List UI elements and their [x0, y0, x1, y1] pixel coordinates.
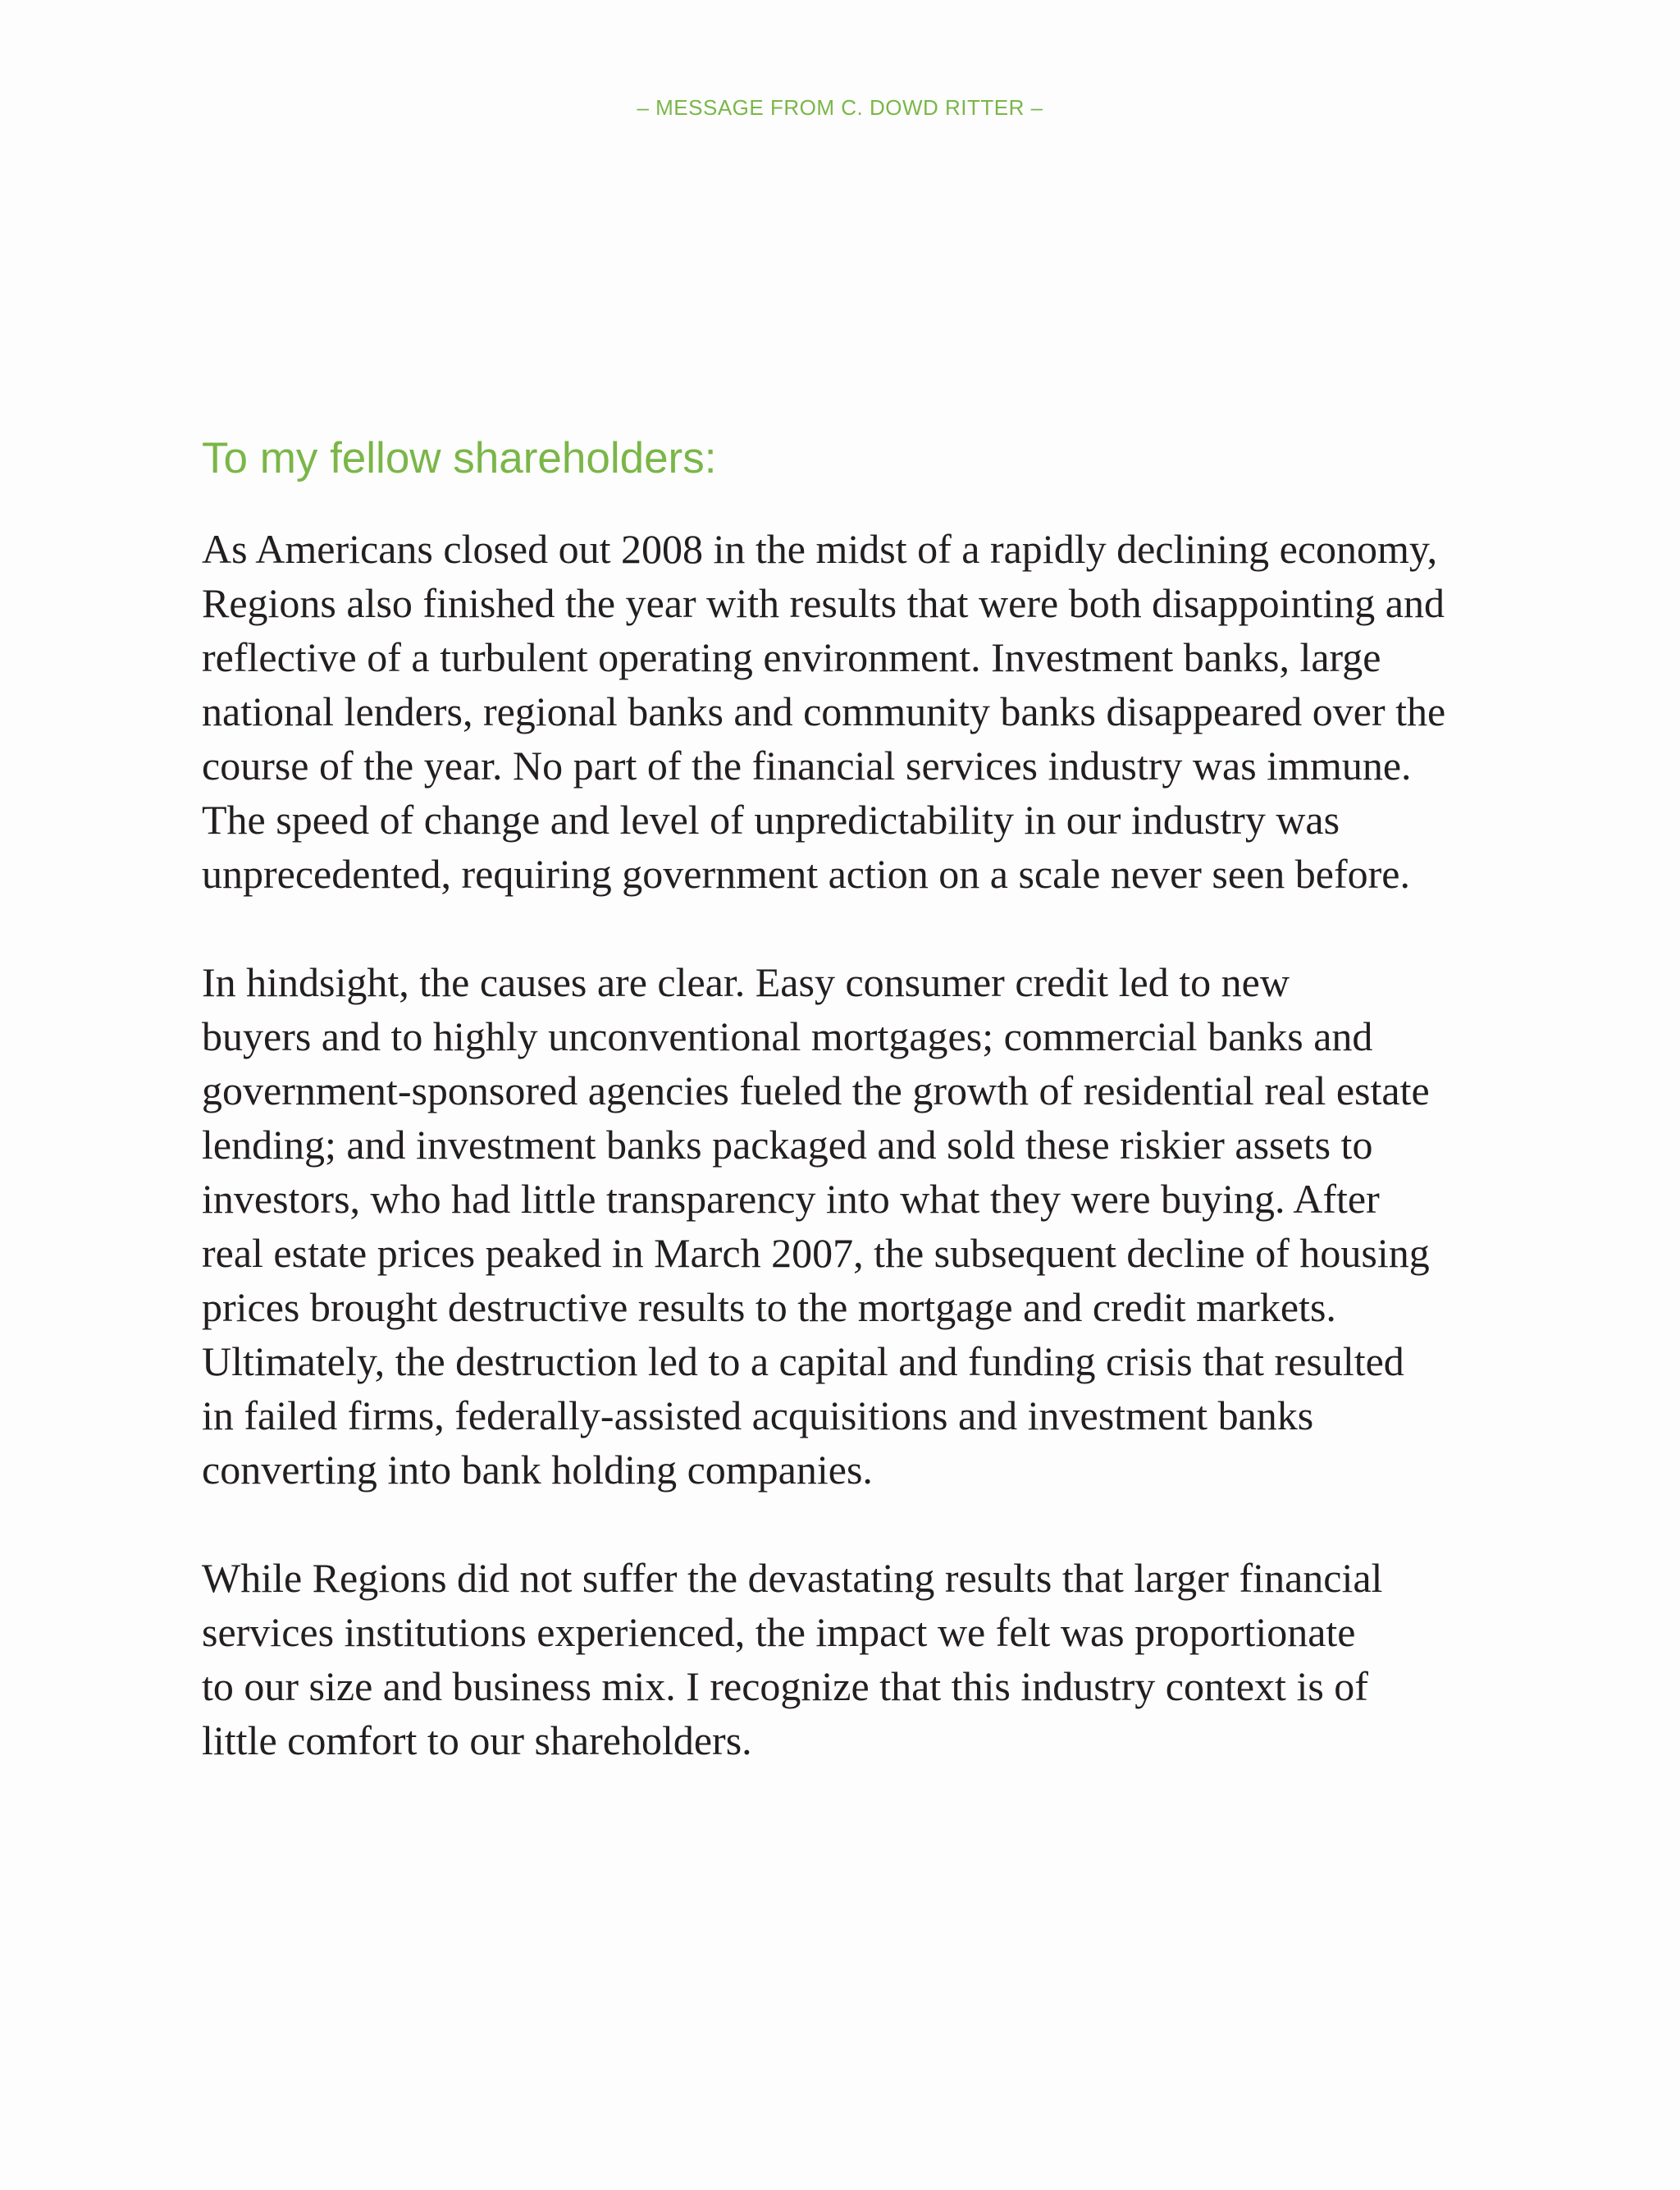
- text-line: to our size and business mix. I recognize that this industry context is of: [202, 1663, 1368, 1709]
- text-line: buyers and to highly unconventional mortgages; commercial banks and: [202, 1013, 1373, 1059]
- text-line: investors, who had little transparency into what they were buying. After: [202, 1176, 1380, 1222]
- text-line: In hindsight, the causes are clear. Easy consumer credit led to new: [202, 959, 1290, 1005]
- text-line: While Regions did not suffer the devastating results that larger financial: [202, 1555, 1383, 1601]
- text-line: Regions also finished the year with results that were both disappointing and: [202, 580, 1445, 626]
- paragraph-2: [202, 955, 1555, 1497]
- text-line: real estate prices peaked in March 2007, the subsequent decline of housing: [202, 1230, 1430, 1276]
- text-line: lending; and investment banks packaged and sold these riskier assets to: [202, 1122, 1373, 1168]
- text-line: unprecedented, requiring government action on a scale never seen before.: [202, 851, 1410, 897]
- text-line: in failed firms, federally-assisted acquisitions and investment banks: [202, 1392, 1314, 1438]
- text-line: reflective of a turbulent operating environment. Investment banks, large: [202, 634, 1381, 680]
- text-line: The speed of change and level of unpredictability in our industry was: [202, 797, 1340, 843]
- text-line: little comfort to our shareholders.: [202, 1717, 752, 1763]
- text-line: As Americans closed out 2008 in the midst of a rapidly declining economy,: [202, 526, 1438, 572]
- text-line: course of the year. No part of the financial services industry was immune.: [202, 743, 1412, 789]
- text-line: government-sponsored agencies fueled the growth of residential real estate: [202, 1068, 1430, 1113]
- text-line: services institutions experienced, the impact we felt was proportionate: [202, 1609, 1356, 1655]
- text-line: national lenders, regional banks and community banks disappeared over the: [202, 688, 1446, 734]
- letter-body: [202, 432, 1555, 1767]
- salutation: To my fellow shareholders:: [202, 434, 717, 482]
- paragraph-3: [202, 1551, 1555, 1767]
- paragraph-1: [202, 522, 1555, 901]
- text-line: converting into bank holding companies.: [202, 1447, 873, 1493]
- page-header: – MESSAGE FROM C. DOWD RITTER –: [637, 95, 1043, 120]
- text-line: prices brought destructive results to the mortgage and credit markets.: [202, 1284, 1336, 1330]
- text-line: Ultimately, the destruction led to a capital and funding crisis that resulted: [202, 1338, 1404, 1384]
